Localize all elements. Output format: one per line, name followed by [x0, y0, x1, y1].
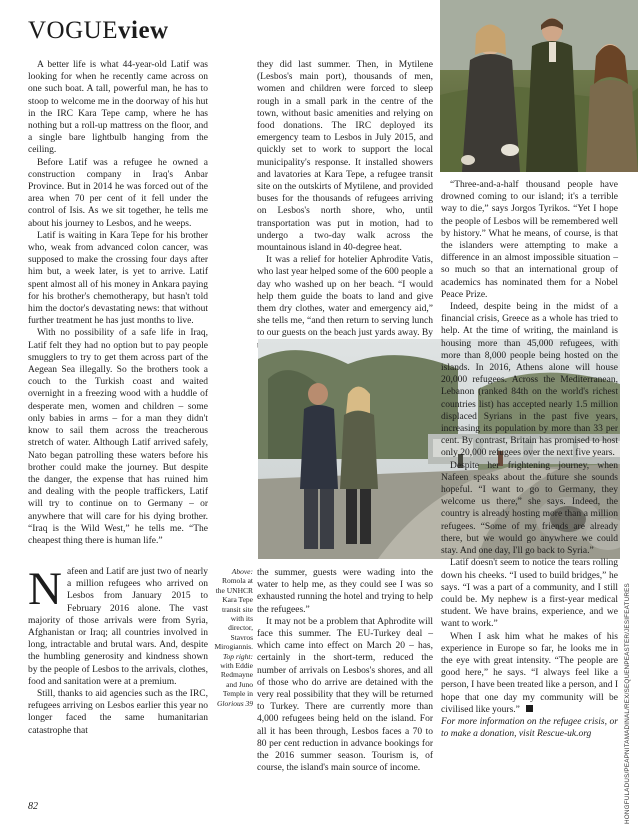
film-still-photo — [440, 0, 638, 172]
paragraph: they did last summer. Then, in Mytilene (Lesbos's main port), thousands of men, women and children were forced to sleep rough in a small park in the centre of the town, without basic amenities and relying on food donations. The IRC deployed its emergency team to Lesbos in July 2015, and quickly set to work to support the local municipality's response. It installed showers and lavatories at Kara Tepe, a refugee transit site on the outskirts of Mytilene, and provided buses for the thousands of refugees arriving on Lesbos's north shore, who, until transportation was put in motion, had to undergo a two-day walk across the mountainous island in 40-degree heat. — [257, 60, 433, 254]
caption-topright-label: Top right: — [223, 651, 253, 661]
caption-above-text: Romola at the UNHCR Kara Tepe transit site with its director, Stavros Mirogiannis. — [214, 576, 253, 652]
article-column-3 — [441, 179, 618, 740]
paragraph: Still, thanks to aid agencies such as the IRC, refugees arriving on Lesbos earlier this year no longer faced the same humanitarian catastrophe that — [28, 689, 208, 736]
dropcap-paragraph — [28, 563, 208, 688]
film-still-illustration — [440, 0, 638, 172]
photo-credit-text: HONGFULADUS/PEAPNITAMADINAL/REX/SEQUENPEASTER/JESIFEATURES — [624, 583, 631, 824]
paragraph: A better life is what 44-year-old Latif was looking for when he recently came across on one such boat. A tall, powerful man, he has to stoop to welcome me in the doorway of his hut in the IRC Kara Tepe camp, where he has nothing but a roll-up mattress on the floor, and a single bare lightbulb hanging from the ceiling. — [28, 60, 208, 156]
final-paragraph — [441, 631, 618, 716]
masthead — [28, 17, 169, 45]
paragraph-text: afeen and Latif are just two of nearly a million refugees who arrived on Lesbos from January 2015 to February 2016 alone. The vast majority of those arrivals were from Syria, Afghanistan or Iraq; all countries involved in long, intractable and brutal wars. And, despite the humbling generosity and kindness shown by the people of Lesbos to the arrivals, clothes, food and sanitation were at a premium. — [28, 567, 208, 687]
paragraph: Latif doesn't seem to notice the tears rolling down his cheeks. “I used to build bridges,” he says. “I was a part of a community, and I still could be. My nephew is a first-year medical student. We have brains, experience, and we want to work.” — [441, 558, 618, 630]
masthead-brand: VOGUE — [28, 17, 118, 44]
article-column-2-continued — [257, 567, 433, 774]
photo-credit — [624, 562, 634, 824]
page-number: 82 — [28, 801, 38, 812]
paragraph: “Three-and-a-half thousand people have drowned coming to our island; it's a terrible way to die,” says Jorgos Tyrikos. “Yet I hope the people of Lesbos will be remembered well by history.” What he means, of course, is that the islanders were attempting to make a difference in an almost impossible situation – so much so that an international group of academics has nominated them for a Nobel Peace Prize. — [441, 180, 618, 300]
caption-topright-text: with Eddie Redmayne and Juno Temple in — [220, 661, 253, 699]
caption-film-title: Glorious 39 — [216, 698, 253, 708]
drop-cap: N — [28, 563, 62, 615]
paragraph: the summer, guests were wading into the water to help me, as they could see I was so exhausted running the hotel and trying to help the refugees.” — [257, 568, 433, 615]
end-mark-icon — [526, 705, 533, 712]
paragraph: Before Latif was a refugee he owned a construction company in Iraq's Anbar Province. But in 2014 he was forced out of the area when 70 per cent of it fell under the control of Isis. As we sit together, he tells me about his journey to Lesbos, and he weeps. — [28, 157, 208, 229]
paragraph: It may not be a problem that Aphrodite will face this summer. The EU-Turkey deal – which came into effect on March 20 – has, certainly in the short-term, reduced the number of arrivals on Lesbos's shores, and all of those who do arrive are detained with the very real possibility that they will be returned to Turkey. There are currently more than 4,000 refugees being held on the island. For all it has been through, Lesbos faces a 70 to 80 per cent reduction in advance bookings for the 2016 summer season. Tourism is, of course, the island's main source of income. — [257, 616, 433, 774]
paragraph: With no possibility of a safe life in Iraq, Latif felt they had no option but to pay people smugglers to try to get them across part of the Aegean Sea illegally. So the brothers took a couch to the Turkish coast and waited overnight in a freezing wood with a huddle of desperate men, women and children – some only babies in arms – for a man they didn't know to sail them across the treacherous stretch of water. Although Latif arrived safely, Nato began patrolling these waters before his brother could make the journey. But despite the danger, the expense that has ruined him and dealing with the people traffickers, Latif will try to continue on to Germany – or anywhere that will care for his dying brother. “Iraq is the Wild West,” he tells me. “The cheapest thing there is human life.” — [28, 328, 208, 546]
article-column-1 — [28, 59, 208, 547]
paragraph: Indeed, despite being in the midst of a financial crisis, Greece as a whole has tried to help. At the time of writing, the mainland is housing more than 45,000 refugees, with more than 8,000 people being hosted on the islands. In 2016, Athens alone will house 20,000 refugees. Across the Mediterranean, Lebanon (ranked 84th on the world's richest countries list) has accepted nearly 1.5 million displaced Syrians in the past five years, increasing its population by more than 33 per cent. By contrast, Britain has promised to host only 20,000 refugees over the next five years. — [441, 302, 618, 459]
caption-above-label: Above: — [231, 567, 253, 576]
article-column-2 — [257, 59, 433, 352]
donation-note: For more information on the refugee crisis, or to make a donation, visit Rescue-uk.org — [441, 716, 618, 740]
paragraph: Latif is waiting in Kara Tepe for his brother who, weak from advanced colon cancer, was supposed to make the crossing four days after him but, a week later, is yet to arrive. Latif spent almost all of his money in Ankara paying for his brother's chemotherapy, but hasn't told him the doctor's devastating news: that without further treatment he has just months to live. — [28, 230, 208, 327]
article-column-1-continued — [28, 563, 208, 737]
paragraph-text: When I ask him what he makes of his experience in Europe so far, he looks me in the eye with great intensity. “The people are good here,” he says. “I always feel like a person, I have been treated like a person, and I hope that one day my community will be civilised like yours.” — [441, 631, 618, 715]
photo-caption — [214, 567, 253, 708]
paragraph: It was a relief for hotelier Aphrodite Vatis, who last year helped some of the 600 people a day who washed up on her beach. “I would help them guide the boats to land and give them dry clothes, water and emergency aid,” she tells me, “and then return to serving lunch to our guests on the beach just yards away. By — [257, 255, 433, 339]
paragraph: Despite her frightening journey, when Nafeen speaks about the future she sounds hopeful. “I want to go to Germany, they welcome us there,” she says. Indeed, the country is already hosting more than a million refugees. “Some of my friends are already there, but we would go anywhere we could stay. And one day, I'll go back to Syria.” — [441, 460, 618, 557]
masthead-section: view — [118, 17, 169, 44]
